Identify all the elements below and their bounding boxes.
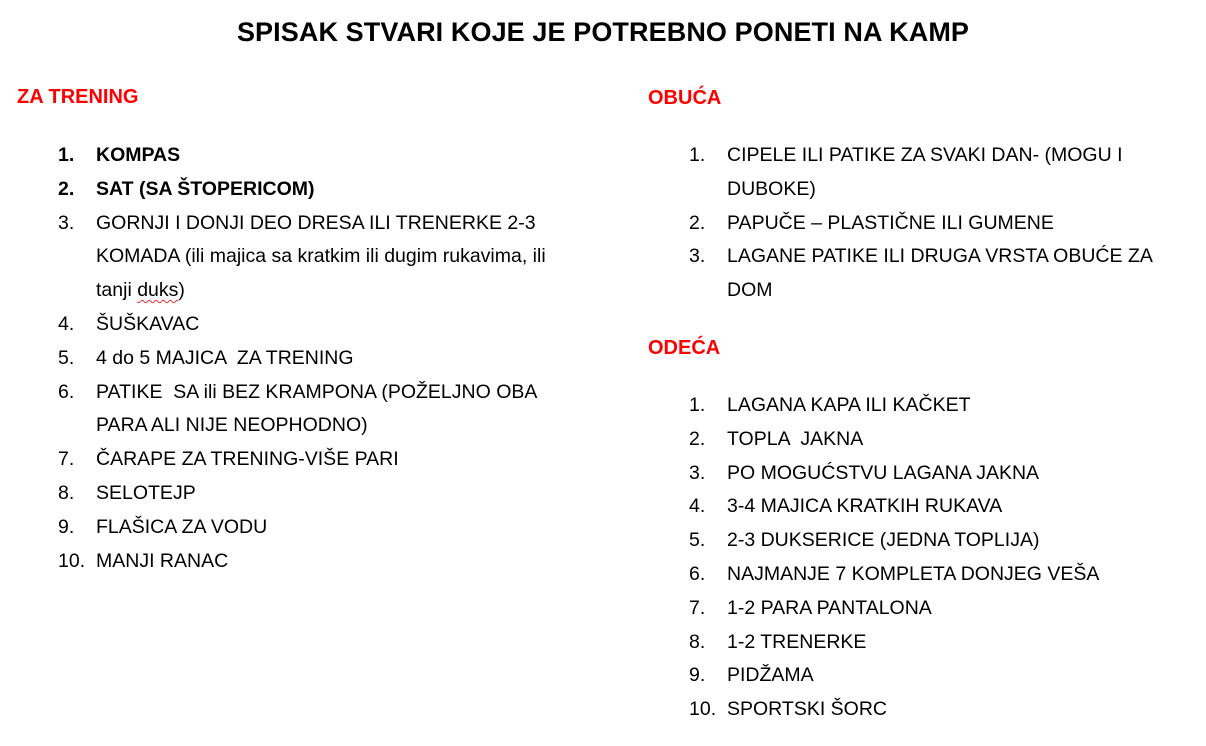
item-text bbox=[96, 207, 558, 308]
item-number: 4. bbox=[689, 495, 706, 518]
item-number: 1. bbox=[689, 394, 706, 416]
item-text-end: ) bbox=[178, 279, 185, 302]
list-item bbox=[58, 342, 578, 376]
item-number: 8. bbox=[689, 630, 706, 653]
item-number: 5. bbox=[58, 346, 75, 369]
item-text: ČARAPE ZA TRENING-VIŠE PARI bbox=[96, 448, 399, 471]
section-heading-clothing: ODEĆA bbox=[648, 337, 721, 359]
list-item bbox=[689, 139, 1189, 207]
item-text: MANJI RANAC bbox=[96, 549, 229, 572]
section-heading-training: ZA TRENING bbox=[17, 86, 139, 108]
item-text: LAGANA KAPA ILI KAČKET bbox=[727, 394, 971, 416]
clothing-list bbox=[689, 389, 1189, 727]
item-number: 6. bbox=[689, 562, 706, 585]
item-text: 1-2 TRENERKE bbox=[727, 630, 867, 653]
list-item bbox=[58, 173, 578, 207]
list-item bbox=[58, 376, 578, 444]
item-text: 4 do 5 MAJICA ZA TRENING bbox=[96, 346, 354, 369]
item-text: 2-3 DUKSERICE (JEDNA TOPLIJA) bbox=[727, 529, 1040, 552]
item-text: FLAŠICA ZA VODU bbox=[96, 515, 268, 538]
list-item bbox=[689, 207, 1189, 241]
item-text: PO MOGUĆSTVU LAGANA JAKNA bbox=[727, 461, 1040, 484]
list-item bbox=[58, 139, 578, 173]
list-item bbox=[58, 443, 578, 477]
item-number: 9. bbox=[58, 515, 75, 538]
item-text: SELOTEJP bbox=[96, 481, 196, 504]
item-number: 7. bbox=[58, 448, 75, 471]
item-number: 8. bbox=[58, 481, 75, 504]
item-text: SPORTSKI ŠORC bbox=[727, 698, 888, 721]
list-item bbox=[58, 545, 578, 579]
item-number: 5. bbox=[689, 529, 706, 552]
item-number: 7. bbox=[689, 596, 706, 619]
list-item bbox=[58, 477, 578, 511]
item-text-main: GORNJI I DONJI DEO DRESA ILI TRENERKE 2-3 KOMADA (ili majica sa kratkim ili dugim rukavima, ili tanji bbox=[96, 211, 546, 302]
item-number: 1. bbox=[58, 144, 75, 166]
footwear-list bbox=[689, 139, 1189, 308]
list-item bbox=[689, 693, 1189, 727]
list-item bbox=[58, 511, 578, 545]
item-text: SAT (SA ŠTOPERICOM) bbox=[96, 177, 315, 200]
item-number: 3. bbox=[689, 245, 706, 268]
item-number: 3. bbox=[58, 211, 75, 234]
item-text: ŠUŠKAVAC bbox=[96, 312, 200, 335]
item-text: PIDŽAMA bbox=[727, 664, 814, 687]
item-number: 2. bbox=[58, 177, 75, 200]
item-number: 3. bbox=[689, 461, 706, 484]
training-list bbox=[58, 139, 578, 578]
page-title: SPISAK STVARI KOJE JE POTREBNO PONETI NA KAMP bbox=[236, 17, 970, 47]
list-item bbox=[689, 592, 1189, 626]
item-text: PATIKE SA ili BEZ KRAMPONA (POŽELJNO OBA PARA ALI NIJE NEOPHODNO) bbox=[96, 380, 542, 437]
item-text: TOPLA JAKNA bbox=[727, 427, 864, 450]
spellcheck-word: duks bbox=[137, 279, 179, 302]
item-number: 6. bbox=[58, 380, 75, 403]
item-number: 1. bbox=[689, 144, 706, 166]
list-item bbox=[689, 659, 1189, 693]
item-text: NAJMANJE 7 KOMPLETA DONJEG VEŠA bbox=[727, 562, 1100, 585]
item-text: 1-2 PARA PANTALONA bbox=[727, 596, 932, 619]
item-number: 9. bbox=[689, 664, 706, 687]
list-item bbox=[689, 389, 1189, 423]
item-number: 10. bbox=[58, 549, 86, 572]
list-item bbox=[689, 423, 1189, 457]
list-item bbox=[58, 308, 578, 342]
item-number: 4. bbox=[58, 312, 75, 335]
list-item bbox=[689, 490, 1189, 524]
item-text: LAGANE PATIKE ILI DRUGA VRSTA OBUĆE ZA DOM bbox=[727, 245, 1152, 302]
list-item bbox=[689, 457, 1189, 491]
list-item bbox=[689, 558, 1189, 592]
list-item bbox=[689, 524, 1189, 558]
item-text: 3-4 MAJICA KRATKIH RUKAVA bbox=[727, 495, 1003, 518]
item-number: 2. bbox=[689, 211, 706, 234]
item-number: 2. bbox=[689, 427, 706, 450]
item-text: CIPELE ILI PATIKE ZA SVAKI DAN- (MOGU I DUBOKE) bbox=[727, 144, 1123, 200]
section-heading-footwear: OBUĆA bbox=[648, 87, 722, 109]
item-text: PAPUČE – PLASTIČNE ILI GUMENE bbox=[727, 211, 1054, 234]
item-text: KOMPAS bbox=[96, 144, 181, 166]
item-number: 10. bbox=[689, 698, 717, 721]
list-item bbox=[689, 240, 1189, 308]
list-item bbox=[58, 207, 578, 308]
list-item bbox=[689, 626, 1189, 660]
